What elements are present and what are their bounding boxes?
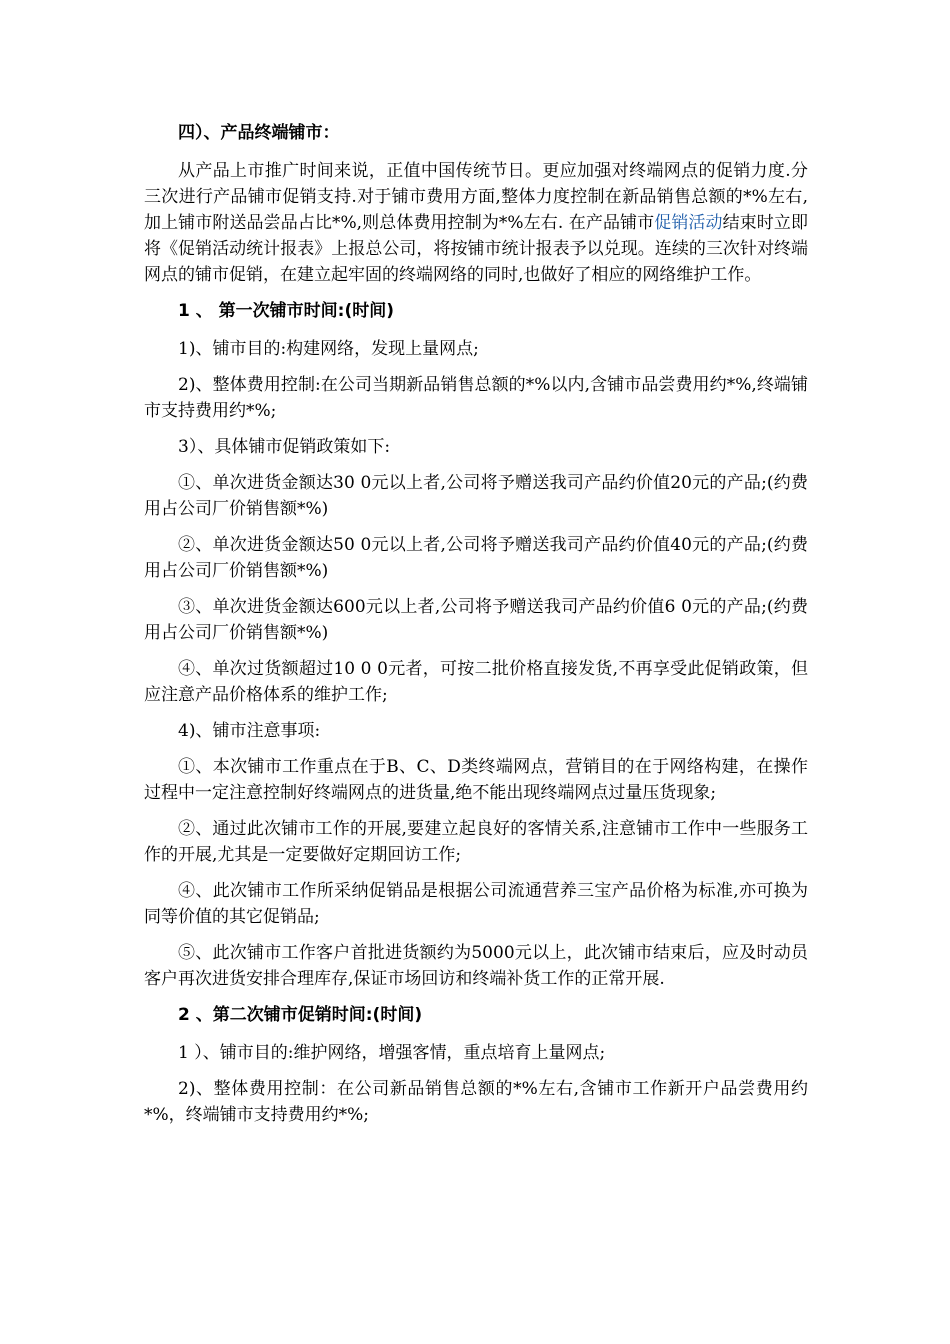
policy-item: ②、单次进货金额达50 0元以上者,公司将予赠送我司产品约价值40元的产品;(约费用占公司厂价销售额*%) [144,535,808,581]
first-round-heading: 1 、 第一次铺市时间:(时间) [178,301,395,321]
intro-post: 结束时立即将《促销活动统计报表》上报总公司，将按铺市统计报表予以兑现。连续的三次针对终端网点的铺市促销，在建立起牢固的终端网络的同时,也做好了相应的网络维护工作。 [144,213,808,285]
note-item: ⑤、此次铺市工作客户首批进货额约为5000元以上，此次铺市结束后，应及时动员客户再次进货安排合理库存,保证市场回访和终端补货工作的正常开展. [144,943,808,989]
intro-pre: 从产品上市推广时间来说，正值中国传统节日。更应加强对终端网点的促销力度.分三次进行产品铺市促销支持.对于铺市费用方面,整体力度控制在新品销售总额的*%左右,加上铺市附送品尝品占比*%,则总体费用控制为*%左右. 在产品铺市 [144,161,808,233]
promotion-link[interactable]: 促销活动 [654,213,723,233]
policy-item: ④、单次过货额超过10 0 0元者，可按二批价格直接发货,不再享受此促销政策，但应注意产品价格体系的维护工作; [144,659,808,705]
section-heading: 四）、产品终端铺市： [178,123,340,143]
intro-paragraph [144,158,808,288]
policy-item: ③、单次进货金额达600元以上者,公司将予赠送我司产品约价值6 0元的产品;(约费用占公司厂价销售额*%) [144,597,808,643]
second-goal: 1 ）、铺市目的:维护网络，增强客情，重点培育上量网点; [178,1043,606,1063]
note-item: ④、此次铺市工作所采纳促销品是根据公司流通营养三宝产品价格为标准,亦可换为同等价值的其它促销品; [144,881,808,927]
second-cost: 2)、整体费用控制：在公司新品销售总额的*%左右,含铺市工作新开户品尝费用约*%，终端铺市支持费用约*%; [144,1079,808,1125]
first-policy-title: 3）、具体铺市促销政策如下: [178,437,391,457]
first-notes-title: 4)、铺市注意事项: [178,721,321,741]
note-item: ②、通过此次铺市工作的开展,要建立起良好的客情关系,注意铺市工作中一些服务工作的开展,尤其是一定要做好定期回访工作; [144,819,808,865]
first-goal: 1)、铺市目的:构建网络，发现上量网点; [178,339,479,359]
policy-item: ①、单次进货金额达30 0元以上者,公司将予赠送我司产品约价值20元的产品;(约费用占公司厂价销售额*%) [144,473,808,519]
note-item: ①、本次铺市工作重点在于B、C、D类终端网点，营销目的在于网络构建，在操作过程中一定注意控制好终端网点的进货量,绝不能出现终端网点过量压货现象; [144,757,808,803]
second-round-heading: 2 、第二次铺市促销时间:(时间) [178,1005,423,1025]
first-cost: 2)、整体费用控制:在公司当期新品销售总额的*%以内,含铺市品尝费用约*%,终端铺市支持费用约*%; [144,375,808,421]
document-page [144,120,808,1138]
